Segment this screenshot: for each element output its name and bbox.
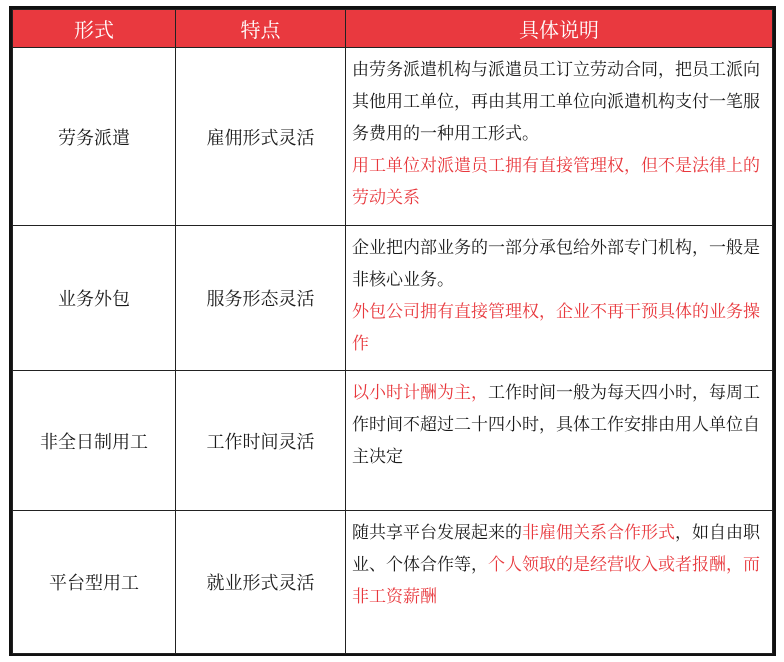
description-cell (346, 371, 773, 511)
employment-forms-table (12, 9, 773, 654)
form-cell: 劳务派遣 (13, 48, 176, 226)
description-highlight: 用工单位对派遣员工拥有直接管理权，但不是法律上的劳动关系 (352, 156, 760, 208)
header-feature: 特点 (176, 10, 346, 48)
description-text: 随共享平台发展起来的 (352, 523, 522, 543)
form-cell: 平台型用工 (13, 511, 176, 654)
form-cell: 非全日制用工 (13, 371, 176, 511)
feature-cell: 雇佣形式灵活 (176, 48, 346, 226)
description-text: 由劳务派遣机构与派遣员工订立劳动合同，把员工派向其他用工单位，再由其用工单位向派遣机构支付一笔服务费用的一种用工形式。 (352, 60, 760, 144)
description-cell (346, 48, 773, 226)
header-description: 具体说明 (346, 10, 773, 48)
feature-cell: 服务形态灵活 (176, 226, 346, 371)
description-cell (346, 226, 773, 371)
table-row (13, 226, 773, 371)
description-highlight: 非雇佣关系合作形式 (522, 523, 675, 543)
header-form: 形式 (13, 10, 176, 48)
description-highlight: 外包公司拥有直接管理权，企业不再干预具体的业务操作 (352, 302, 760, 354)
comparison-table-frame (9, 6, 776, 656)
table-row (13, 371, 773, 511)
header-row (13, 10, 773, 48)
description-cell (346, 511, 773, 654)
description-highlight: 以小时计酬为主， (352, 383, 488, 403)
table-row (13, 511, 773, 654)
table-row (13, 48, 773, 226)
description-text: 企业把内部业务的一部分承包给外部专门机构，一般是非核心业务。 (352, 238, 760, 290)
description-highlight: 个人领取的是经营收入或者报酬，而非工资薪酬 (352, 555, 760, 607)
feature-cell: 就业形式灵活 (176, 511, 346, 654)
feature-cell: 工作时间灵活 (176, 371, 346, 511)
description-text: 工作时间一般为每天四小时，每周工作时间不超过二十四小时，具体工作安排由用人单位自主决定 (352, 383, 760, 467)
description-text: ，如自由职业、个体合作等， (352, 523, 760, 575)
form-cell: 业务外包 (13, 226, 176, 371)
